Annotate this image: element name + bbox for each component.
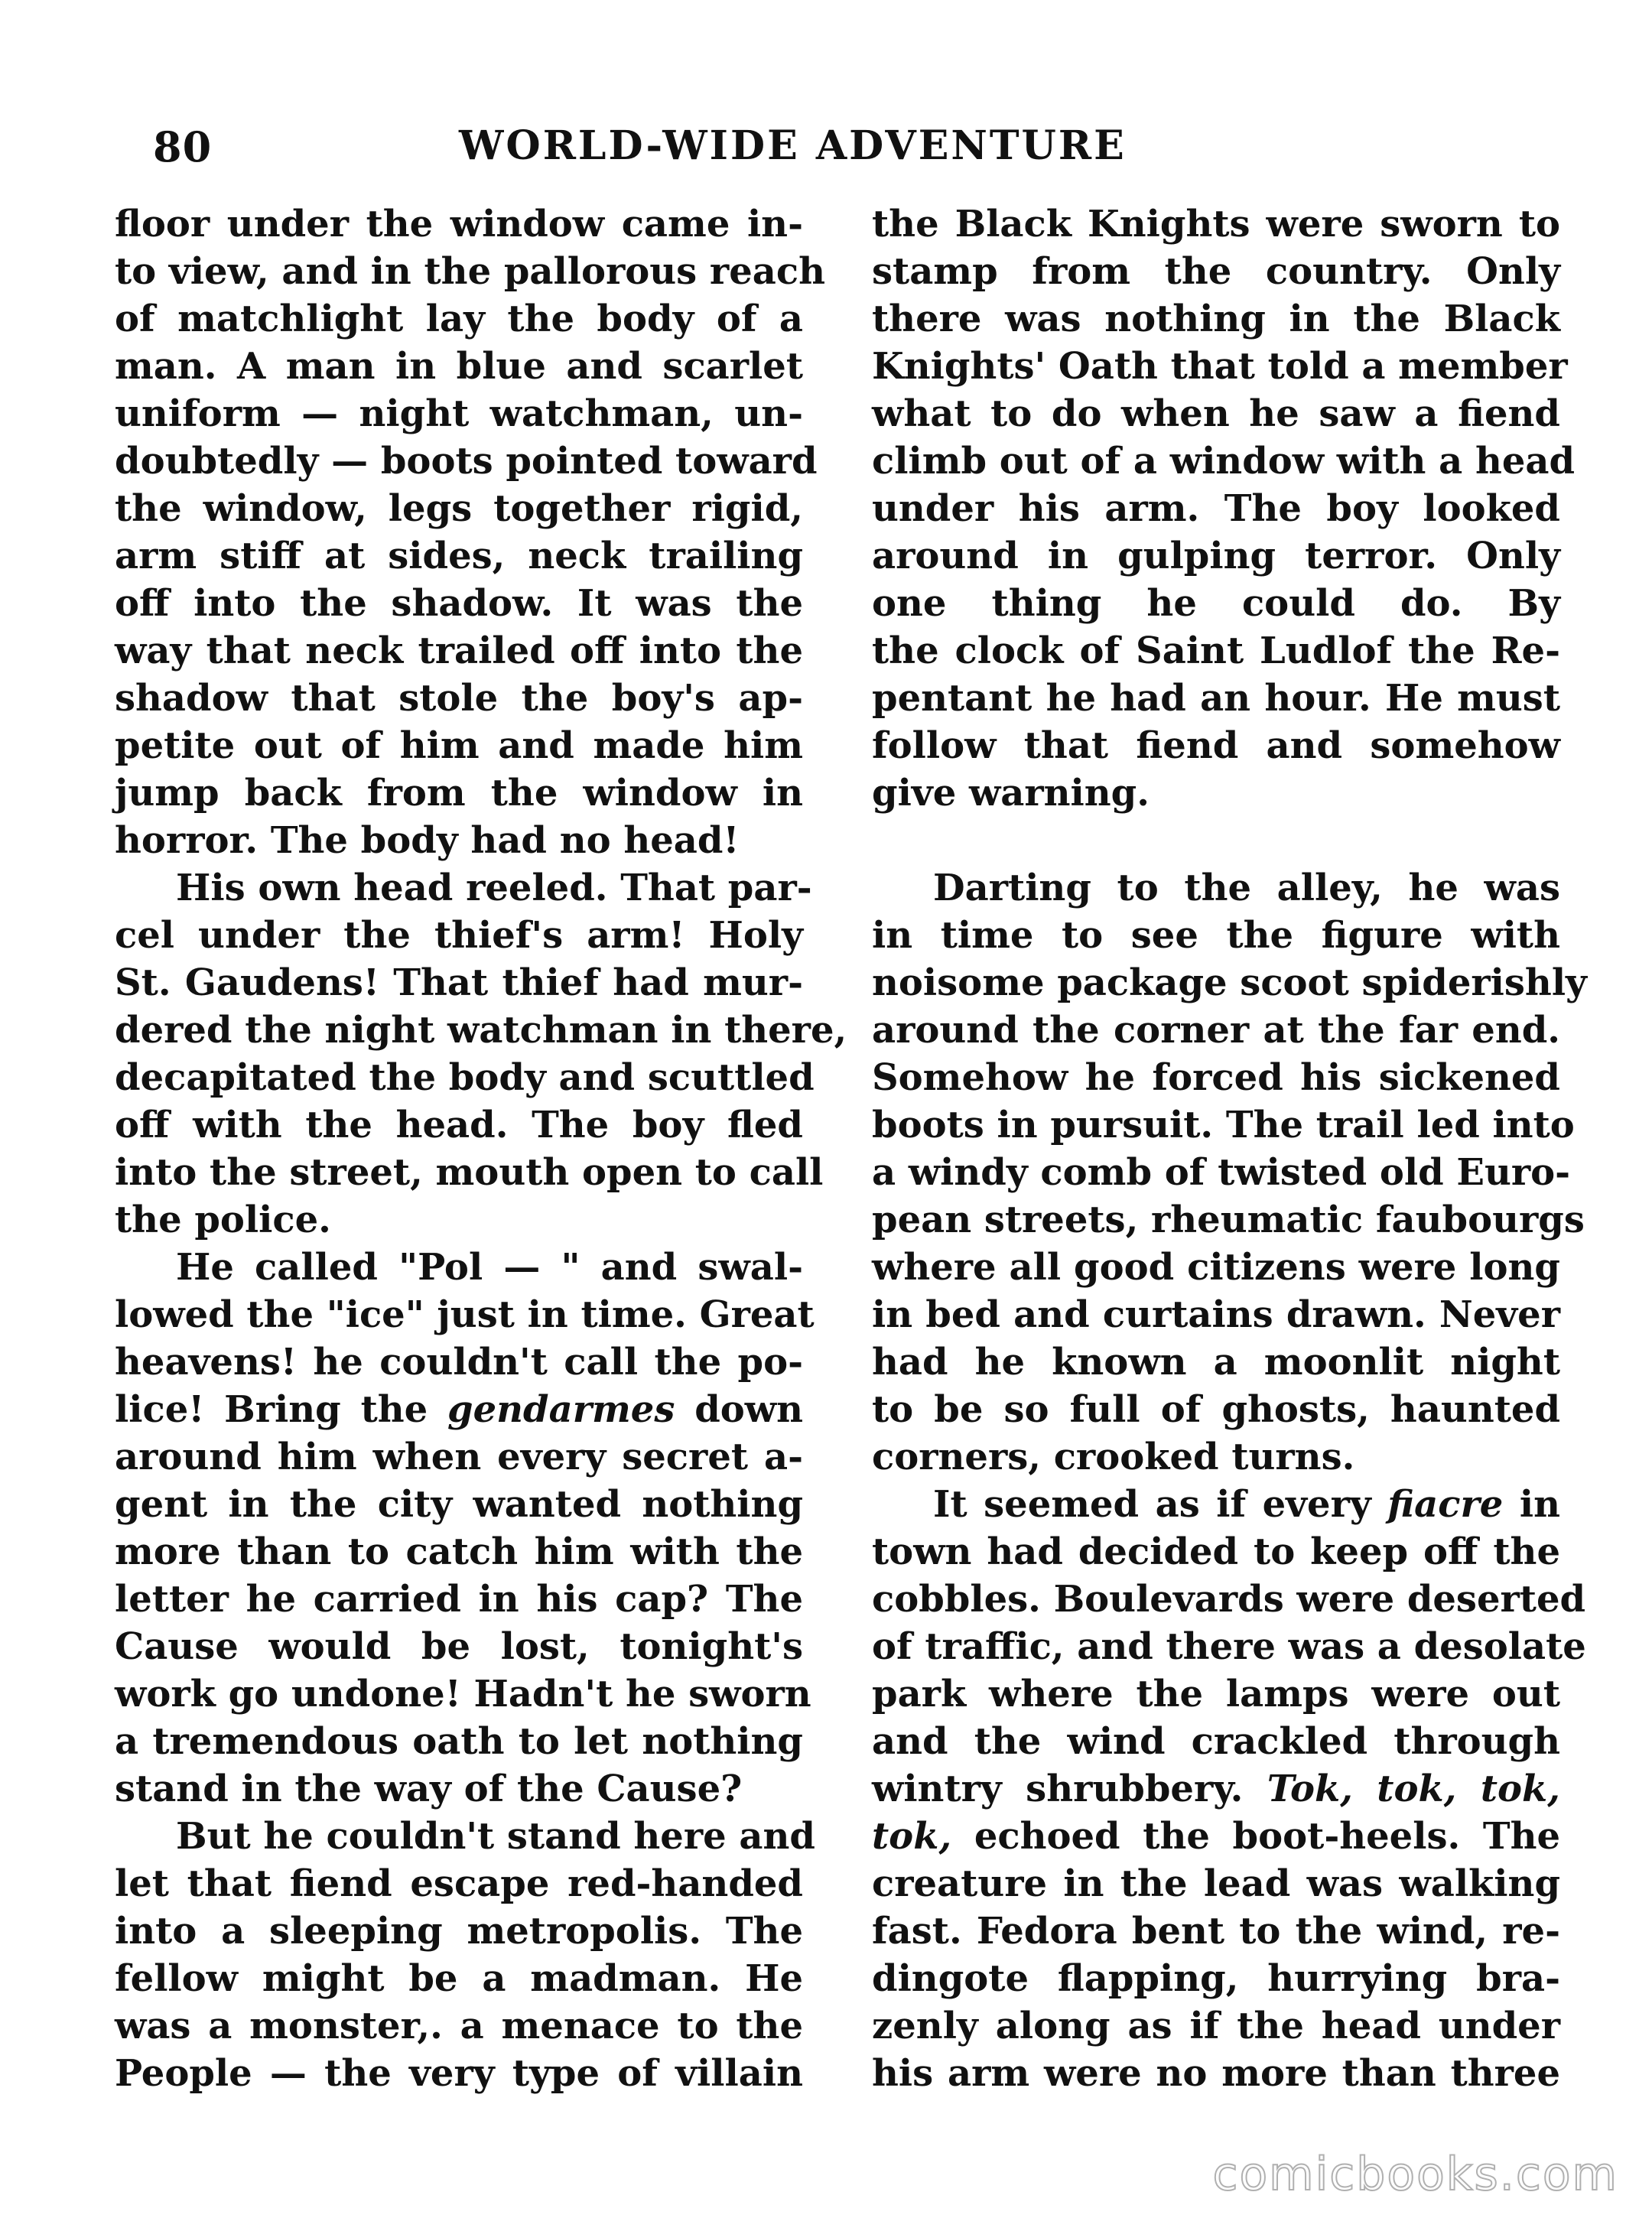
text-line: Knights' Oath that told a member bbox=[872, 345, 1568, 388]
text-line: of traffic, and there was a desolate bbox=[872, 1625, 1586, 1668]
italic-word: gendarmes bbox=[447, 1388, 675, 1431]
text-line: work go undone! Hadn't he sworn bbox=[115, 1673, 811, 1716]
text-line: arm stiff at sides, neck trailing bbox=[115, 535, 803, 577]
text-line: gent in the city wanted nothing bbox=[115, 1483, 803, 1526]
text-line: St. Gaudens! That thief had mur- bbox=[115, 961, 803, 1004]
text-line: creature in the lead was walking bbox=[872, 1862, 1560, 1905]
text-line: around in gulping terror. Only bbox=[872, 535, 1560, 577]
text-line: doubtedly — boots pointed toward bbox=[115, 440, 818, 483]
text-line: in bed and curtains drawn. Never bbox=[872, 1293, 1560, 1336]
text-line: around him when every secret a- bbox=[115, 1436, 803, 1478]
text-line: corners, crooked turns. bbox=[872, 1436, 1355, 1478]
text-line-with-italic bbox=[872, 1765, 1560, 1813]
text-line: He called "Pol — " and swal- bbox=[176, 1246, 803, 1289]
text-line: shadow that stole the boy's ap- bbox=[115, 677, 803, 720]
text-line: Somehow he forced his sickened bbox=[872, 1056, 1560, 1099]
text-line: to be so full of ghosts, haunted bbox=[872, 1388, 1560, 1431]
text-span: It seemed as if every bbox=[933, 1483, 1371, 1526]
text-line: dingote flapping, hurrying bra- bbox=[872, 1957, 1560, 2000]
text-line: People — the very type of villain bbox=[115, 2052, 803, 2095]
text-line: more than to catch him with the bbox=[115, 1530, 803, 1573]
text-line: stand in the way of the Cause? bbox=[115, 1768, 743, 1810]
text-line-with-italic bbox=[115, 1386, 803, 1433]
text-line: heavens! he couldn't call the po- bbox=[115, 1341, 803, 1384]
text-line: zenly along as if the head under bbox=[872, 2005, 1560, 2047]
text-line: the police. bbox=[115, 1198, 331, 1241]
text-line: of matchlight lay the body of a bbox=[115, 298, 803, 340]
text-line: way that neck trailed off into the bbox=[115, 629, 803, 672]
site-watermark: comicbooks.com bbox=[1212, 2148, 1618, 2201]
text-line: fast. Fedora bent to the wind, re- bbox=[872, 1910, 1560, 1953]
text-line: fellow might be a madman. He bbox=[115, 1957, 803, 2000]
italic-word: Tok, tok, tok, bbox=[1267, 1768, 1560, 1810]
text-line: decapitated the body and scuttled bbox=[115, 1056, 815, 1099]
text-line: off into the shadow. It was the bbox=[115, 582, 803, 625]
text-line: park where the lamps were out bbox=[872, 1673, 1560, 1716]
text-line: uniform — night watchman, un- bbox=[115, 392, 803, 435]
text-span: in bbox=[1519, 1483, 1560, 1526]
text-line: cobbles. Boulevards were deserted bbox=[872, 1578, 1586, 1621]
text-line: give warning. bbox=[872, 772, 1150, 815]
text-line: into a sleeping metropolis. The bbox=[115, 1910, 803, 1953]
text-line-with-italic bbox=[872, 1481, 1560, 1528]
text-line: floor under the window came in- bbox=[115, 203, 803, 246]
text-line: into the street, mouth open to call bbox=[115, 1151, 824, 1194]
text-line: pentant he had an hour. He must bbox=[872, 677, 1560, 720]
text-line: a tremendous oath to let nothing bbox=[115, 1720, 803, 1763]
right-text-column bbox=[872, 200, 1587, 2097]
italic-word: fiacre bbox=[1387, 1483, 1504, 1526]
text-line: cel under the thief's arm! Holy bbox=[115, 914, 803, 957]
text-line: petite out of him and made him bbox=[115, 724, 803, 767]
text-line: horror. The body had no head! bbox=[115, 819, 740, 862]
text-line: Darting to the alley, he was bbox=[933, 867, 1560, 909]
text-line: letter he carried in his cap? The bbox=[115, 1578, 803, 1621]
paragraph-gap bbox=[872, 817, 1560, 864]
text-line: boots in pursuit. The trail led into bbox=[872, 1104, 1575, 1146]
text-line: there was nothing in the Black bbox=[872, 298, 1560, 340]
running-head: WORLD-WIDE ADVENTURE bbox=[459, 122, 1127, 169]
text-line: to view, and in the pallorous reach bbox=[115, 250, 825, 293]
text-line: under his arm. The boy looked bbox=[872, 487, 1560, 530]
text-line: His own head reeled. That par- bbox=[176, 867, 812, 909]
text-line: a windy comb of twisted old Euro- bbox=[872, 1151, 1571, 1194]
text-line: dered the night watchman in there, bbox=[115, 1009, 847, 1052]
text-line: around the corner at the far end. bbox=[872, 1009, 1560, 1052]
text-line: off with the head. The boy fled bbox=[115, 1104, 803, 1146]
text-line: man. A man in blue and scarlet bbox=[115, 345, 803, 388]
text-span: wintry shrubbery. bbox=[872, 1768, 1244, 1810]
italic-word: tok, bbox=[872, 1815, 952, 1858]
text-line: one thing he could do. By bbox=[872, 582, 1560, 625]
text-line: the window, legs together rigid, bbox=[115, 487, 803, 530]
text-line: the Black Knights were sworn to bbox=[872, 203, 1560, 246]
text-line: Cause would be lost, tonight's bbox=[115, 1625, 803, 1668]
text-line: his arm were no more than three bbox=[872, 2052, 1560, 2095]
text-span: down bbox=[694, 1388, 803, 1431]
text-line: lowed the "ice" just in time. Great bbox=[115, 1293, 815, 1336]
text-span: lice! Bring the bbox=[115, 1388, 428, 1431]
text-line: in time to see the figure with bbox=[872, 914, 1560, 957]
page-number: 80 bbox=[153, 122, 213, 171]
text-span: echoed the boot-heels. The bbox=[974, 1815, 1560, 1858]
text-line: jump back from the window in bbox=[115, 772, 803, 815]
text-line: let that fiend escape red-handed bbox=[115, 1862, 803, 1905]
text-line: stamp from the country. Only bbox=[872, 250, 1560, 293]
text-line: where all good citizens were long bbox=[872, 1246, 1560, 1289]
text-line: and the wind crackled through bbox=[872, 1720, 1560, 1763]
left-text-column bbox=[115, 200, 847, 2097]
text-line-with-italic bbox=[872, 1813, 1560, 1860]
text-line: what to do when he saw a fiend bbox=[872, 392, 1560, 435]
text-line: had he known a moonlit night bbox=[872, 1341, 1560, 1384]
text-line: follow that fiend and somehow bbox=[872, 724, 1560, 767]
text-line: noisome package scoot spiderishly bbox=[872, 961, 1587, 1004]
text-line: town had decided to keep off the bbox=[872, 1530, 1560, 1573]
text-line: But he couldn't stand here and bbox=[176, 1815, 815, 1858]
text-line: was a monster,. a menace to the bbox=[115, 2005, 803, 2047]
text-line: the clock of Saint Ludlof the Re- bbox=[872, 629, 1560, 672]
text-line: climb out of a window with a head bbox=[872, 440, 1576, 483]
text-line: pean streets, rheumatic faubourgs bbox=[872, 1198, 1585, 1241]
